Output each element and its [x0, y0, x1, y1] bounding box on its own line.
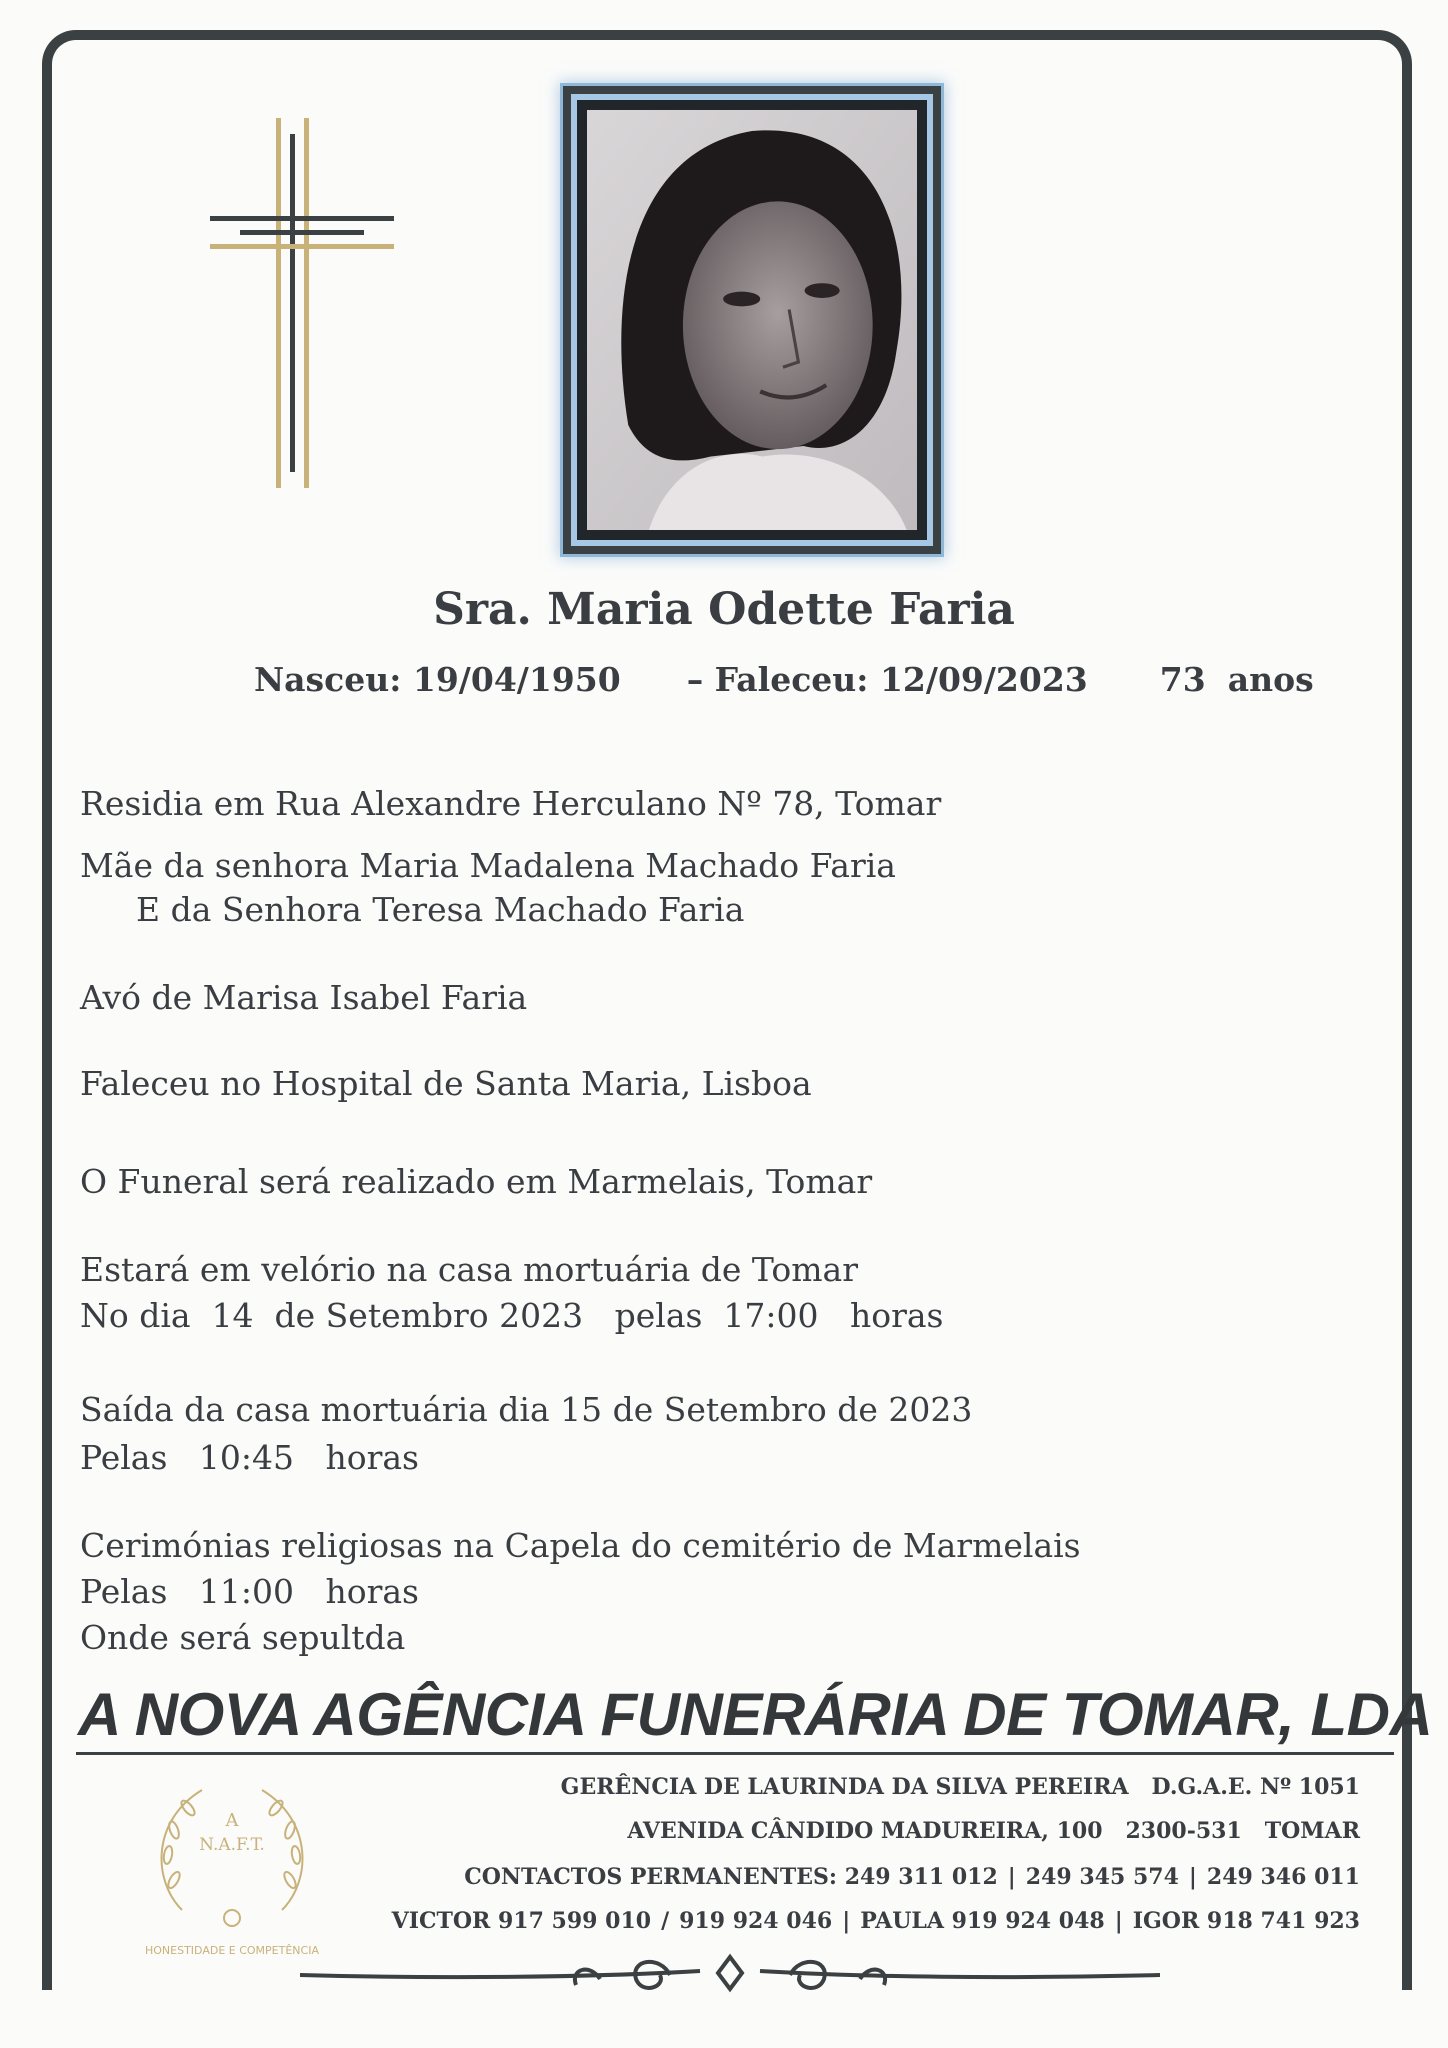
seal-motto: HONESTIDADE E COMPETÊNCIA — [145, 1944, 319, 1957]
decorative-flourish — [300, 1945, 1160, 2005]
departure-line: Saída da casa mortuária dia 15 de Setembro de 2023 — [80, 1390, 973, 1429]
age-value: 73 — [1159, 660, 1206, 699]
phone-2: 249 345 574 — [1025, 1864, 1179, 1890]
death-date: – Faleceu: 12/09/2023 — [686, 660, 1088, 699]
contact-victor-alt: 919 924 046 — [679, 1908, 833, 1934]
contacts-label: CONTACTOS PERMANENTES: — [464, 1864, 838, 1890]
death-place-line: Faleceu no Hospital de Santa Maria, Lisboa — [80, 1064, 812, 1103]
cross-icon — [210, 118, 394, 488]
permanent-contacts: CONTACTOS PERMANENTES: 249 311 012 | 249 345 574 | 249 346 011 — [464, 1864, 1360, 1890]
phone-3: 249 346 011 — [1206, 1864, 1360, 1890]
grandmother-line: Avó de Marisa Isabel Faria — [80, 978, 528, 1017]
mother-line: Mãe da senhora Maria Madalena Machado Faria — [80, 846, 896, 885]
contact-victor: VICTOR 917 599 010 — [391, 1908, 652, 1934]
wake-line: Estará em velório na casa mortuária de Tomar — [80, 1250, 858, 1289]
agency-address: AVENIDA CÂNDIDO MADUREIRA, 100 2300-531 TOMAR — [627, 1818, 1360, 1844]
funeral-place-line: O Funeral será realizado em Marmelais, Tomar — [80, 1162, 873, 1201]
life-dates — [254, 660, 1314, 699]
contact-paula: PAULA 919 924 048 — [860, 1908, 1105, 1934]
seal-initials: N.A.F.T. — [199, 1835, 265, 1855]
burial-line: Onde será sepultda — [80, 1618, 406, 1657]
naft-seal-logo — [112, 1760, 352, 1960]
agency-name: A NOVA AGÊNCIA FUNERÁRIA DE TOMAR, LDA — [78, 1681, 1433, 1748]
age-unit: anos — [1227, 660, 1314, 699]
seal-letter: A — [225, 1810, 239, 1831]
ceremony-time-line: Pelas 11:00 horas — [80, 1572, 419, 1611]
phone-1: 249 311 012 — [844, 1864, 998, 1890]
ceremony-line: Cerimónias religiosas na Capela do cemitério de Marmelais — [80, 1526, 1081, 1565]
agency-management: GERÊNCIA DE LAURINDA DA SILVA PEREIRA D.G.A.E. Nº 1051 — [560, 1774, 1360, 1800]
departure-time-line: Pelas 10:45 horas — [80, 1438, 419, 1477]
portrait-frame — [563, 86, 941, 554]
agency-underline — [76, 1752, 1394, 1755]
portrait-photo — [587, 110, 917, 530]
personal-contacts: VICTOR 917 599 010 / 919 924 046 | PAULA 919 924 048 | IGOR 918 741 923 — [391, 1908, 1360, 1934]
wake-time-line: No dia 14 de Setembro 2023 pelas 17:00 horas — [80, 1296, 944, 1335]
residence-line: Residia em Rua Alexandre Herculano Nº 78, Tomar — [80, 784, 942, 823]
mother-line-2: E da Senhora Teresa Machado Faria — [136, 890, 745, 929]
deceased-name: Sra. Maria Odette Faria — [433, 584, 1015, 635]
birth-date: Nasceu: 19/04/1950 — [254, 660, 621, 699]
contact-igor: IGOR 918 741 923 — [1132, 1908, 1360, 1934]
